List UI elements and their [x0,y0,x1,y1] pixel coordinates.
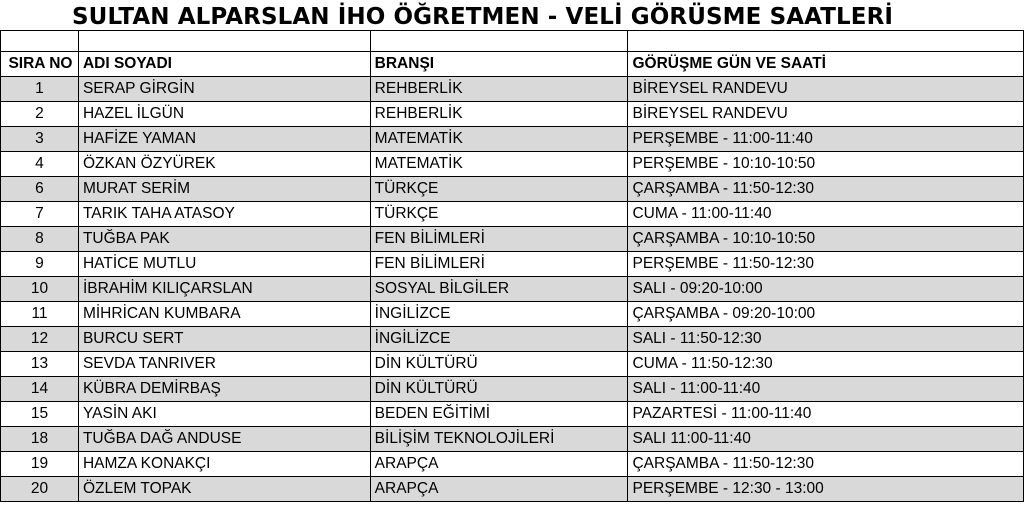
table-row [1,302,1024,327]
header-row [1,52,1024,77]
cell-branch[interactable]: FEN BİLİMLERİ [370,252,628,277]
cell-time[interactable]: SALI - 09:20-10:00 [628,277,1024,302]
cell-name[interactable]: HATİCE MUTLU [78,252,370,277]
cell-branch[interactable]: TÜRKÇE [370,202,628,227]
cell-sira-no[interactable]: 2 [1,102,79,127]
cell-sira-no[interactable]: 12 [1,327,79,352]
schedule-table [0,30,1024,502]
cell-name[interactable]: TARIK TAHA ATASOY [78,202,370,227]
cell-branch[interactable]: FEN BİLİMLERİ [370,227,628,252]
cell-sira-no[interactable]: 10 [1,277,79,302]
cell-name[interactable]: HAFİZE YAMAN [78,127,370,152]
cell-sira-no[interactable]: 3 [1,127,79,152]
cell-sira-no[interactable]: 6 [1,177,79,202]
cell-name[interactable]: MURAT SERİM [78,177,370,202]
cell-time[interactable]: PERŞEMBE - 10:10-10:50 [628,152,1024,177]
sheet-title: SULTAN ALPARSLAN İHO ÖĞRETMEN - VELİ GÖRÜSME SAATLERİ [72,4,894,30]
cell-name[interactable]: ÖZLEM TOPAK [78,477,370,502]
cell-name[interactable]: BURCU SERT [78,327,370,352]
column-header-name[interactable]: ADI SOYADI [78,52,370,77]
cell-name[interactable]: MİHRİCAN KUMBARA [78,302,370,327]
cell-name[interactable]: YASİN AKI [78,402,370,427]
cell-time[interactable]: CUMA - 11:50-12:30 [628,352,1024,377]
cell-branch[interactable]: REHBERLİK [370,102,628,127]
table-row [1,477,1024,502]
column-header-no[interactable]: SIRA NO [1,52,79,77]
cell-time[interactable]: ÇARŞAMBA - 09:20-10:00 [628,302,1024,327]
cell-time[interactable]: BİREYSEL RANDEVU [628,77,1024,102]
cell-branch[interactable]: SOSYAL BİLGİLER [370,277,628,302]
cell-branch[interactable]: BİLİŞİM TEKNOLOJİLERİ [370,427,628,452]
cell-time[interactable]: SALI - 11:50-12:30 [628,327,1024,352]
cell-time[interactable]: ÇARŞAMBA - 10:10-10:50 [628,227,1024,252]
cell-sira-no[interactable]: 19 [1,452,79,477]
cell-name[interactable]: SEVDA TANRIVER [78,352,370,377]
cell-branch[interactable]: MATEMATİK [370,127,628,152]
cell-branch[interactable]: ARAPÇA [370,452,628,477]
table-row [1,177,1024,202]
table-row [1,352,1024,377]
table-cell[interactable] [1,31,79,52]
table-row [1,277,1024,302]
table-row [1,452,1024,477]
cell-time[interactable]: BİREYSEL RANDEVU [628,102,1024,127]
cell-sira-no[interactable]: 18 [1,427,79,452]
cell-sira-no[interactable]: 13 [1,352,79,377]
cell-time[interactable]: CUMA - 11:00-11:40 [628,202,1024,227]
cell-sira-no[interactable]: 20 [1,477,79,502]
cell-name[interactable]: HAZEL İLGÜN [78,102,370,127]
cell-name[interactable]: TUĞBA PAK [78,227,370,252]
blank-row [1,31,1024,52]
cell-sira-no[interactable]: 8 [1,227,79,252]
cell-sira-no[interactable]: 7 [1,202,79,227]
cell-name[interactable]: SERAP GİRGİN [78,77,370,102]
cell-branch[interactable]: ARAPÇA [370,477,628,502]
table-row [1,202,1024,227]
cell-name[interactable]: ÖZKAN ÖZYÜREK [78,152,370,177]
cell-time[interactable]: PERŞEMBE - 11:00-11:40 [628,127,1024,152]
cell-name[interactable]: KÜBRA DEMİRBAŞ [78,377,370,402]
cell-branch[interactable]: BEDEN EĞİTİMİ [370,402,628,427]
cell-sira-no[interactable]: 15 [1,402,79,427]
table-row [1,427,1024,452]
cell-time[interactable]: PERŞEMBE - 11:50-12:30 [628,252,1024,277]
cell-time[interactable]: PAZARTESİ - 11:00-11:40 [628,402,1024,427]
table-row [1,152,1024,177]
table-row [1,127,1024,152]
table-cell[interactable] [370,31,628,52]
table-row [1,102,1024,127]
table-row [1,377,1024,402]
cell-branch[interactable]: MATEMATİK [370,152,628,177]
cell-branch[interactable]: İNGİLİZCE [370,302,628,327]
column-header-branch[interactable]: BRANŞI [370,52,628,77]
cell-time[interactable]: SALI - 11:00-11:40 [628,377,1024,402]
table-row [1,402,1024,427]
cell-sira-no[interactable]: 9 [1,252,79,277]
table-row [1,77,1024,102]
cell-name[interactable]: TUĞBA DAĞ ANDUSE [78,427,370,452]
table-row [1,327,1024,352]
cell-sira-no[interactable]: 11 [1,302,79,327]
table-row [1,252,1024,277]
column-header-time[interactable]: GÖRÜŞME GÜN VE SAATİ [628,52,1024,77]
cell-sira-no[interactable]: 1 [1,77,79,102]
cell-branch[interactable]: DİN KÜLTÜRÜ [370,352,628,377]
cell-branch[interactable]: TÜRKÇE [370,177,628,202]
cell-time[interactable]: SALI 11:00-11:40 [628,427,1024,452]
cell-sira-no[interactable]: 4 [1,152,79,177]
cell-time[interactable]: ÇARŞAMBA - 11:50-12:30 [628,177,1024,202]
cell-branch[interactable]: DİN KÜLTÜRÜ [370,377,628,402]
table-cell[interactable] [78,31,370,52]
table-cell[interactable] [628,31,1024,52]
table-row [1,227,1024,252]
cell-name[interactable]: İBRAHİM KILIÇARSLAN [78,277,370,302]
cell-time[interactable]: ÇARŞAMBA - 11:50-12:30 [628,452,1024,477]
sheet-title-row [0,0,1024,30]
cell-branch[interactable]: İNGİLİZCE [370,327,628,352]
cell-sira-no[interactable]: 14 [1,377,79,402]
cell-time[interactable]: PERŞEMBE - 12:30 - 13:00 [628,477,1024,502]
cell-name[interactable]: HAMZA KONAKÇI [78,452,370,477]
cell-branch[interactable]: REHBERLİK [370,77,628,102]
